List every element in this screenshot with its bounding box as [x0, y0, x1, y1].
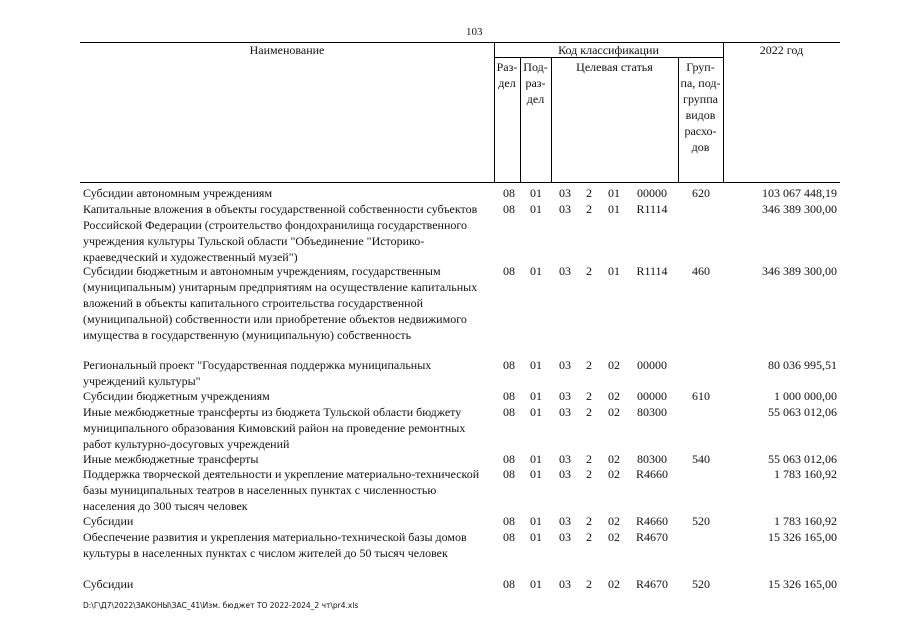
row-name — [83, 185, 493, 201]
cell-podrazdel: 01 — [530, 389, 542, 403]
header-year: 2022 год — [759, 43, 804, 57]
cell-amount: 55 063 012,06 — [768, 405, 837, 419]
cell-target-1: 03 — [559, 530, 571, 544]
cell-target-4: R1114 — [636, 264, 668, 278]
row-name-line: (муниципальной) собственности или приобретение объектов недвижимого — [83, 312, 467, 326]
cell-razdel: 08 — [503, 467, 515, 481]
row-name-line: Иные межбюджетные трансферты — [83, 452, 259, 466]
cell-target-1: 03 — [559, 202, 571, 216]
row-name-line: муниципального образования Кимовский район на проведение ремонтных — [83, 421, 466, 435]
cell-expense-type: 540 — [692, 452, 710, 466]
cell-amount: 15 326 165,00 — [768, 577, 837, 591]
row-name — [83, 451, 493, 467]
cell-expense-type: 520 — [692, 577, 710, 591]
row-name-line: Субсидии автономным учреждениям — [83, 186, 273, 200]
row-name — [83, 466, 493, 514]
row-name — [83, 388, 493, 404]
cell-target-2: 2 — [586, 358, 592, 372]
cell-podrazdel: 01 — [530, 202, 542, 216]
cell-target-3: 01 — [608, 264, 620, 278]
cell-amount: 346 389 300,00 — [762, 264, 837, 278]
cell-target-4: R4660 — [635, 514, 668, 528]
cell-podrazdel: 01 — [530, 405, 542, 419]
cell-amount: 103 067 448,19 — [762, 186, 837, 200]
cell-podrazdel: 01 — [530, 264, 542, 278]
cell-target-4: 00000 — [637, 358, 667, 372]
cell-amount: 1 000 000,00 — [774, 389, 837, 403]
cell-target-3: 01 — [608, 186, 620, 200]
header-bottom-border — [80, 182, 840, 183]
cell-podrazdel: 01 — [530, 186, 542, 200]
cell-target-2: 2 — [586, 514, 592, 528]
cell-razdel: 08 — [503, 264, 515, 278]
cell-amount: 55 063 012,06 — [768, 452, 837, 466]
row-name — [83, 263, 493, 343]
header-name: Наименование — [249, 43, 325, 57]
cell-target-2: 2 — [586, 389, 592, 403]
cell-target-3: 01 — [608, 202, 620, 216]
cell-target-4: R4670 — [635, 577, 668, 591]
cell-amount: 1 783 160,92 — [774, 514, 837, 528]
cell-target-3: 02 — [608, 514, 620, 528]
row-name — [83, 201, 493, 265]
cell-target-1: 03 — [559, 389, 571, 403]
cell-target-3: 02 — [608, 405, 620, 419]
header-podrazdel: Под- раз- дел — [523, 60, 548, 106]
cell-target-3: 02 — [608, 389, 620, 403]
cell-razdel: 08 — [503, 452, 515, 466]
cell-target-1: 03 — [559, 358, 571, 372]
cell-target-4: R1114 — [636, 202, 668, 216]
col-divider — [551, 57, 552, 182]
cell-target-1: 03 — [559, 452, 571, 466]
row-name-line: (муниципальным) унитарным предприятиям на осуществление капитальных — [83, 280, 478, 294]
cell-podrazdel: 01 — [530, 452, 542, 466]
row-name-line: Региональный проект "Государственная поддержка муниципальных — [83, 358, 432, 372]
cell-amount: 15 326 165,00 — [768, 530, 837, 544]
cell-target-2: 2 — [586, 577, 592, 591]
row-name — [83, 513, 493, 529]
cell-target-1: 03 — [559, 186, 571, 200]
cell-podrazdel: 01 — [530, 514, 542, 528]
row-name — [83, 357, 493, 389]
cell-expense-type: 520 — [692, 514, 710, 528]
cell-target-3: 02 — [608, 577, 620, 591]
row-name-line: Поддержка творческой деятельности и укрепление материально-технической — [83, 467, 480, 481]
header-target-article: Целевая статья — [576, 60, 653, 74]
cell-target-2: 2 — [586, 202, 592, 216]
row-name-line: Субсидии — [83, 514, 134, 528]
row-name-line: базы муниципальных театров в населенных пунктах с численностью — [83, 483, 437, 497]
row-name-line: населения до 300 тысяч человек — [83, 499, 248, 513]
cell-target-1: 03 — [559, 514, 571, 528]
header-razdel: Раз- дел — [496, 60, 518, 90]
cell-target-2: 2 — [586, 452, 592, 466]
row-name-line: учреждений культуры" — [83, 374, 201, 388]
cell-target-3: 02 — [608, 452, 620, 466]
cell-target-2: 2 — [586, 467, 592, 481]
cell-podrazdel: 01 — [530, 577, 542, 591]
cell-target-1: 03 — [559, 467, 571, 481]
cell-target-4: 80300 — [637, 405, 667, 419]
cell-expense-type: 610 — [692, 389, 710, 403]
row-name-line: Иные межбюджетные трансферты из бюджета Тульской области бюджету — [83, 405, 462, 419]
cell-target-4: R4670 — [635, 530, 668, 544]
cell-podrazdel: 01 — [530, 467, 542, 481]
cell-target-4: 00000 — [637, 186, 667, 200]
cell-amount: 346 389 300,00 — [762, 202, 837, 216]
cell-razdel: 08 — [503, 514, 515, 528]
cell-target-3: 02 — [608, 467, 620, 481]
row-name-line: Российской Федерации (строительство фондохранилища государственного — [83, 218, 468, 232]
row-name-line: Субсидии бюджетным и автономным учреждениям, государственным — [83, 264, 441, 278]
row-name-line: имущества в государственную (муниципальную) собственность — [83, 328, 412, 342]
cell-razdel: 08 — [503, 577, 515, 591]
row-name-line: Капитальные вложения в объекты государственной собственности субъектов — [83, 202, 478, 216]
cell-podrazdel: 01 — [530, 530, 542, 544]
row-name-line: работ культурно-досуговых учреждений — [83, 437, 290, 451]
row-name-line: культуры в населенных пунктах с числом жителей до 50 тысяч человек — [83, 546, 448, 560]
cell-target-4: 80300 — [637, 452, 667, 466]
cell-target-2: 2 — [586, 264, 592, 278]
row-name-line: вложений в объекты капитального строительства государственной — [83, 296, 423, 310]
header-expense-group: Груп- па, под- группа видов расхо- дов — [680, 60, 721, 154]
cell-target-2: 2 — [586, 186, 592, 200]
col-divider — [723, 42, 724, 182]
cell-razdel: 08 — [503, 405, 515, 419]
header-classification: Код классификации — [558, 43, 659, 57]
cell-target-3: 02 — [608, 530, 620, 544]
cell-razdel: 08 — [503, 389, 515, 403]
cell-expense-type: 460 — [692, 264, 710, 278]
row-name-line: краеведческий и художественный музей") — [83, 250, 298, 264]
file-path-footer: D:\Г\Д7\2022\ЗАКОНЫ\ЗАС_41\Изм. бюджет ТО 2022-2024_2 чт\pr4.xls — [83, 601, 359, 610]
cell-podrazdel: 01 — [530, 358, 542, 372]
row-name-line: Субсидии бюджетным учреждениям — [83, 389, 270, 403]
cell-amount: 1 783 160,92 — [774, 467, 837, 481]
cell-razdel: 08 — [503, 530, 515, 544]
row-name — [83, 404, 493, 452]
cell-target-4: 00000 — [637, 389, 667, 403]
cell-target-2: 2 — [586, 405, 592, 419]
cell-expense-type: 620 — [692, 186, 710, 200]
cell-target-1: 03 — [559, 405, 571, 419]
cell-razdel: 08 — [503, 186, 515, 200]
cell-target-1: 03 — [559, 264, 571, 278]
cell-target-3: 02 — [608, 358, 620, 372]
cell-target-1: 03 — [559, 577, 571, 591]
row-name-line: Субсидии — [83, 577, 134, 591]
row-name-line: учреждения культуры Тульской области "Объединение "Историко- — [83, 234, 425, 248]
cell-target-4: R4660 — [635, 467, 668, 481]
cell-razdel: 08 — [503, 202, 515, 216]
row-name-line: Обеспечение развития и укрепления материально-технической базы домов — [83, 530, 467, 544]
page-number: 103 — [466, 26, 483, 38]
row-name — [83, 576, 493, 592]
row-name — [83, 529, 493, 561]
cell-razdel: 08 — [503, 358, 515, 372]
cell-amount: 80 036 995,51 — [768, 358, 837, 372]
cell-target-2: 2 — [586, 530, 592, 544]
